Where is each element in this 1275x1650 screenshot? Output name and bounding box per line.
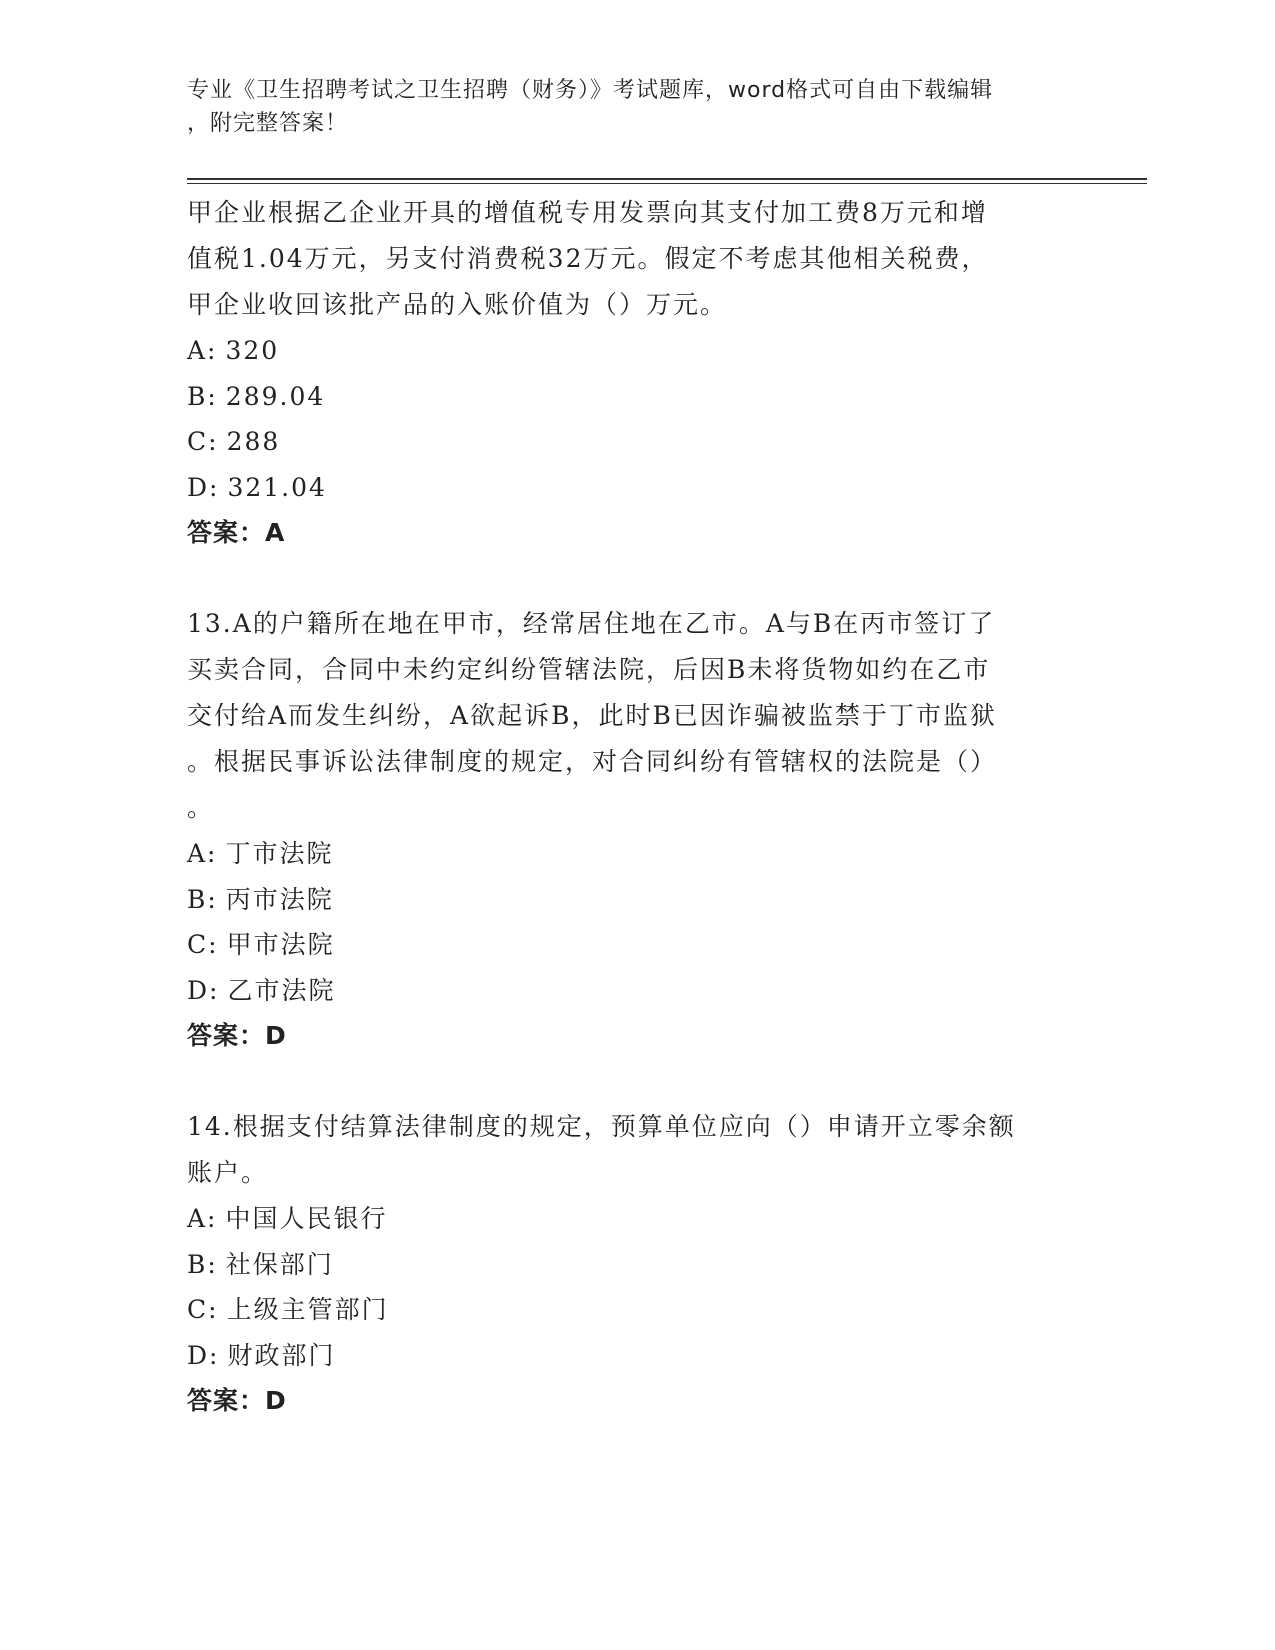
option-text: 丁市法院 bbox=[225, 839, 334, 868]
header-line-2: ，附完整答案！ bbox=[187, 111, 349, 136]
option-key: C: bbox=[187, 930, 219, 959]
option-text: 财政部门 bbox=[227, 1340, 336, 1370]
answer-label: 答案：D bbox=[187, 1386, 287, 1415]
option-key: C: bbox=[187, 1295, 219, 1324]
option-c bbox=[187, 1287, 1087, 1333]
option-a bbox=[187, 328, 1087, 374]
option-text: 乙市法院 bbox=[227, 975, 336, 1005]
question-14 bbox=[187, 1104, 1087, 1424]
question-12 bbox=[187, 190, 1087, 556]
option-a bbox=[187, 831, 1087, 877]
question-stem-line: 交付给A而发生纠纷，A欲起诉B，此时B已因诈骗被监禁于丁市监狱 bbox=[187, 701, 997, 730]
option-text: 上级主管部门 bbox=[226, 1295, 389, 1324]
option-key: D: bbox=[187, 472, 220, 502]
option-b bbox=[187, 877, 1087, 923]
question-stem-line: 13.A的户籍所在地在甲市，经常居住地在乙市。A与B在丙市签订了 bbox=[187, 609, 996, 638]
question-stem-line: 甲企业根据乙企业开具的增值税专用发票向其支付加工费8万元和增 bbox=[187, 198, 988, 227]
option-b bbox=[187, 1242, 1087, 1288]
option-key: A: bbox=[187, 336, 218, 365]
header-rule-thick bbox=[187, 178, 1147, 180]
option-d bbox=[187, 968, 1087, 1014]
option-d bbox=[187, 465, 1087, 511]
option-text: 中国人民银行 bbox=[225, 1204, 388, 1233]
option-c bbox=[187, 922, 1087, 968]
option-key: B: bbox=[187, 1249, 218, 1279]
option-d bbox=[187, 1333, 1087, 1379]
option-c bbox=[187, 419, 1087, 465]
question-stem-line: 。 bbox=[187, 793, 215, 822]
option-text: 丙市法院 bbox=[225, 884, 334, 914]
option-text: 社保部门 bbox=[225, 1249, 334, 1279]
question-stem-line: 买卖合同，合同中未约定纠纷管辖法院，后因B未将货物如约在乙市 bbox=[187, 655, 991, 684]
option-text: 321.04 bbox=[227, 472, 327, 502]
option-key: B: bbox=[187, 884, 218, 914]
question-13 bbox=[187, 601, 1087, 1059]
question-stem-line: 值税1.04万元，另支付消费税32万元。假定不考虑其他相关税费， bbox=[187, 244, 989, 273]
answer-label: 答案：A bbox=[187, 518, 286, 547]
option-key: C: bbox=[187, 427, 219, 456]
question-stem-line: 甲企业收回该批产品的入账价值为（）万元。 bbox=[187, 290, 728, 319]
option-b bbox=[187, 374, 1087, 420]
option-text: 288 bbox=[226, 427, 281, 456]
question-stem-line: 账户。 bbox=[187, 1158, 269, 1187]
document-header bbox=[187, 74, 1067, 140]
option-key: D: bbox=[187, 1340, 220, 1370]
option-text: 289.04 bbox=[225, 381, 326, 411]
header-rule-thin bbox=[187, 183, 1147, 184]
option-text: 甲市法院 bbox=[226, 930, 335, 959]
option-text: 320 bbox=[225, 336, 280, 365]
question-stem-line: 。根据民事诉讼法律制度的规定，对合同纠纷有管辖权的法院是（） bbox=[187, 747, 998, 776]
option-key: A: bbox=[187, 839, 218, 868]
option-a bbox=[187, 1196, 1087, 1242]
answer-label: 答案：D bbox=[187, 1021, 287, 1050]
question-stem-line: 14.根据支付结算法律制度的规定，预算单位应向（）申请开立零余额 bbox=[187, 1112, 1016, 1141]
option-key: B: bbox=[187, 381, 218, 411]
header-line-1: 专业《卫生招聘考试之卫生招聘（财务）》考试题库，word格式可自由下载编辑 bbox=[187, 78, 994, 103]
option-key: A: bbox=[187, 1204, 218, 1233]
question-list bbox=[187, 190, 1087, 1424]
option-key: D: bbox=[187, 975, 220, 1005]
